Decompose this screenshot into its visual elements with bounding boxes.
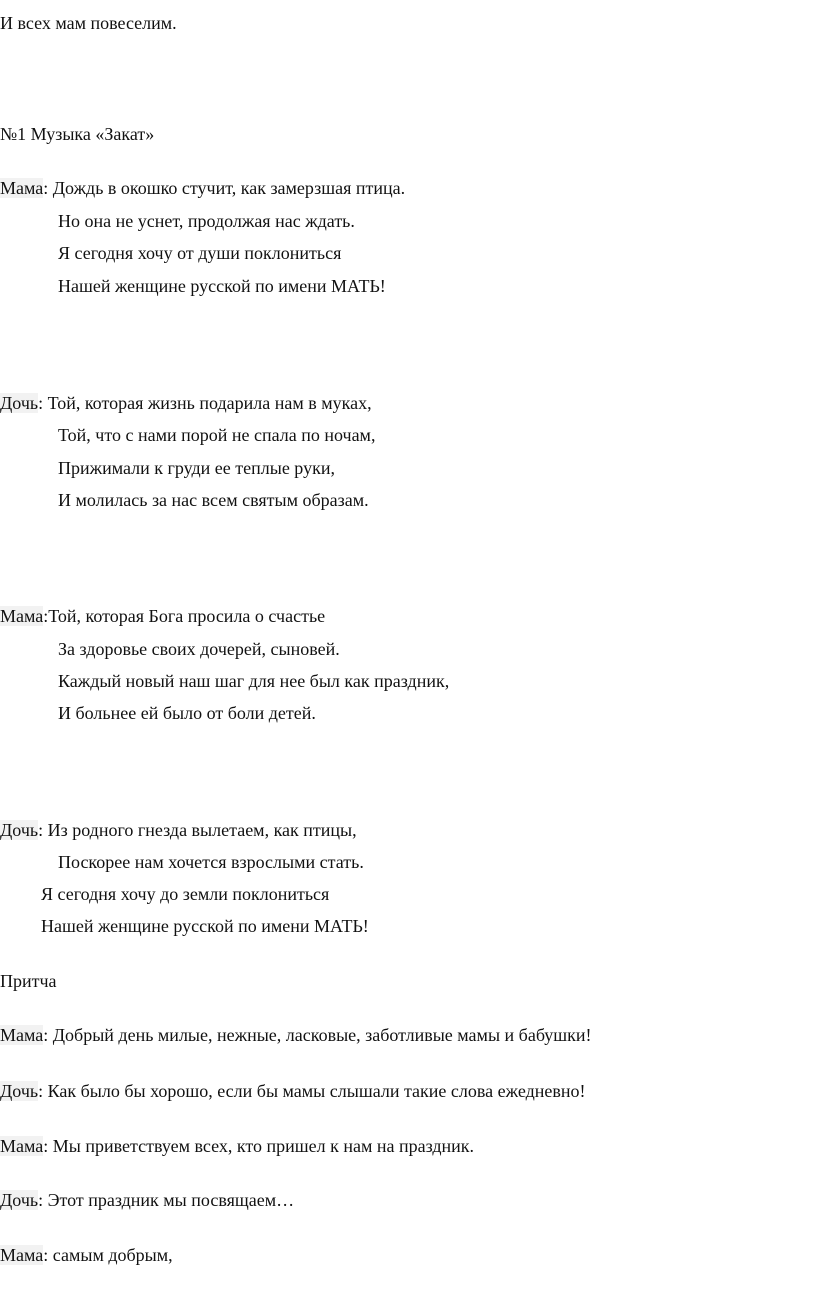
verse-line: И больнее ей было от боли детей. xyxy=(58,703,316,723)
dialogue-line xyxy=(0,1189,294,1211)
verse-line: Той, что с нами порой не спала по ночам, xyxy=(58,425,376,445)
verse-line: Нашей женщине русской по имени МАТЬ! xyxy=(41,916,369,936)
dialogue-line xyxy=(0,1135,474,1157)
intro-line: И всех мам повеселим. xyxy=(0,13,177,33)
stanza1-first-line xyxy=(0,177,405,199)
speaker-label: Дочь xyxy=(0,393,39,413)
dialogue-line xyxy=(0,1024,592,1046)
speaker-label: Мама xyxy=(0,1245,44,1265)
verse-line: Поскорее нам хочется взрослыми стать. xyxy=(58,852,364,872)
verse-line: Я сегодня хочу до земли поклониться xyxy=(41,884,330,904)
dialogue-text: : Этот праздник мы посвящаем… xyxy=(38,1190,295,1210)
speaker-label: Мама xyxy=(0,1025,44,1045)
verse-line: Но она не уснет, продолжая нас ждать. xyxy=(58,211,355,231)
dialogue-text: : Как было бы хорошо, если бы мамы слышали такие слова ежедневно! xyxy=(38,1081,586,1101)
speaker-label: Дочь xyxy=(0,1081,39,1101)
speaker-label: Мама xyxy=(0,606,44,626)
music-heading: №1 Музыка «Закат» xyxy=(0,124,155,144)
dialogue-text: : Добрый день милые, нежные, ласковые, заботливые мамы и бабушки! xyxy=(43,1025,592,1045)
dialogue-line xyxy=(0,1244,173,1266)
stanza4-first-line xyxy=(0,819,357,841)
verse-line: Каждый новый наш шаг для нее был как праздник, xyxy=(58,671,450,691)
dialogue-line xyxy=(0,1080,585,1102)
verse-line: Прижимали к груди ее теплые руки, xyxy=(58,458,335,478)
speaker-label: Дочь xyxy=(0,820,39,840)
verse-text: : Дождь в окошко стучит, как замерзшая птица. xyxy=(43,178,406,198)
verse-line: И молилась за нас всем святым образам. xyxy=(58,490,369,510)
verse-line: Нашей женщине русской по имени МАТЬ! xyxy=(58,276,386,296)
stanza2-first-line xyxy=(0,392,372,414)
stanza3-first-line xyxy=(0,605,325,627)
verse-line: Я сегодня хочу от души поклониться xyxy=(58,243,342,263)
verse-text: : Той, которая жизнь подарила нам в муках, xyxy=(38,393,372,413)
verse-text: :Той, которая Бога просила о счастье xyxy=(43,606,326,626)
dialogue-text: : Мы приветствуем всех, кто пришел к нам на праздник. xyxy=(43,1136,475,1156)
dialogue-text: : самым добрым, xyxy=(43,1245,173,1265)
speaker-label: Мама xyxy=(0,178,44,198)
parable-heading: Притча xyxy=(0,971,57,991)
verse-line: За здоровье своих дочерей, сыновей. xyxy=(58,639,340,659)
speaker-label: Мама xyxy=(0,1136,44,1156)
speaker-label: Дочь xyxy=(0,1190,39,1210)
verse-text: : Из родного гнезда вылетаем, как птицы, xyxy=(38,820,357,840)
